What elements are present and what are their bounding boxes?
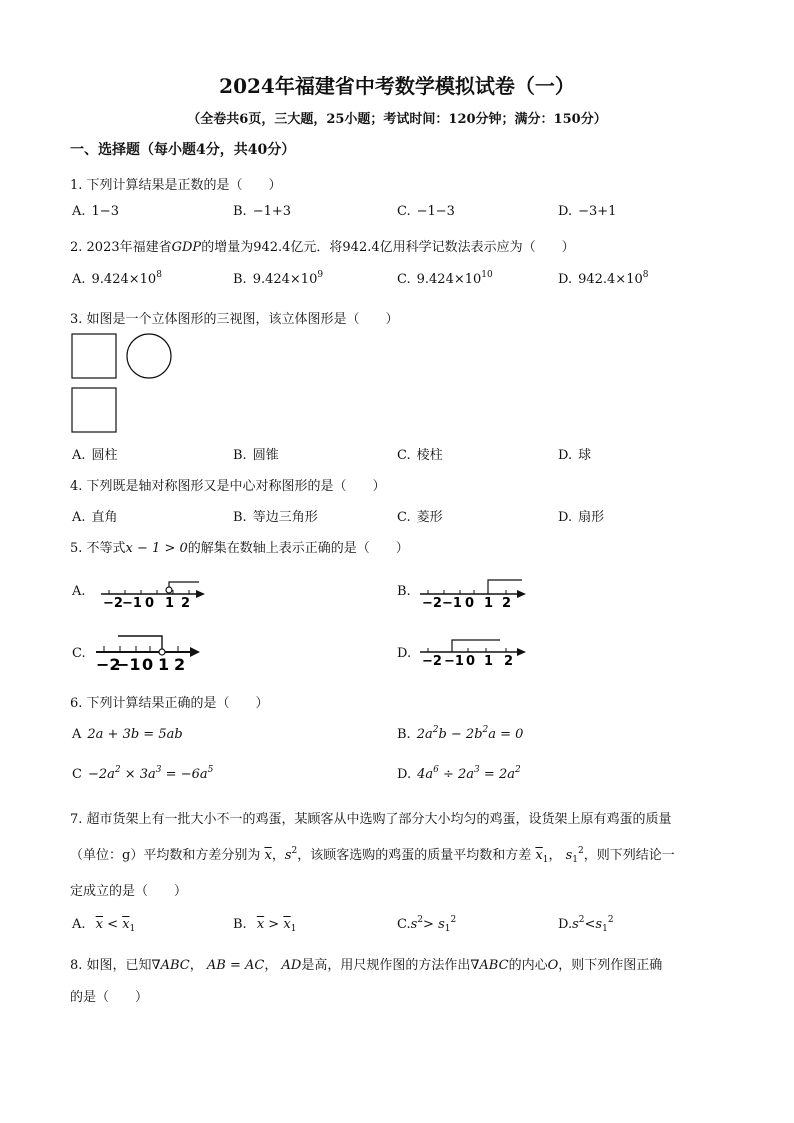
q6-option-c: $C -2a^2 \times 3a^3 = -6a^5$ bbox=[72, 765, 214, 782]
q7-option-a: A. $\overline{x} < \overline{x}_1$ bbox=[72, 917, 136, 934]
q3-option-a: A. 圆柱 bbox=[72, 448, 118, 463]
three-view-figure bbox=[70, 332, 180, 434]
svg-text:−1: −1 bbox=[442, 596, 462, 610]
q1-option-a: A. 1−3 bbox=[72, 204, 119, 219]
q4-option-a: A. 直角 bbox=[72, 510, 118, 525]
svg-text:−2: −2 bbox=[96, 655, 121, 674]
question-1-stem: 1. 下列计算结果是正数的是（ ） bbox=[70, 178, 282, 193]
svg-text:0: 0 bbox=[465, 596, 475, 610]
question-7-line-1: 7. 超市货架上有一批大小不一的鸡蛋，某顾客从中选购了部分大小均匀的鸡蛋，设货架上原有鸡蛋的质量 bbox=[70, 812, 672, 827]
svg-text:2: 2 bbox=[174, 655, 186, 674]
q1-option-d: D. −3+1 bbox=[558, 204, 617, 219]
svg-text:1: 1 bbox=[484, 654, 494, 669]
q5-option-d-label: D. bbox=[397, 646, 412, 661]
q7-option-d: $D.s^2<s_1^2$ bbox=[558, 915, 614, 934]
q1-option-b: B. −1+3 bbox=[233, 204, 292, 219]
svg-text:0: 0 bbox=[466, 654, 476, 669]
q5-option-c-label: C. bbox=[72, 646, 86, 661]
q6-option-b: B. $2a^2b - 2b^2a = 0$ bbox=[397, 725, 524, 742]
front-view-square bbox=[72, 334, 116, 378]
q6-option-a: A 2a + 3b = 5ab bbox=[72, 727, 183, 742]
q5-option-a-label: A. bbox=[72, 584, 86, 599]
question-8-line-2: 的是（ ） bbox=[70, 990, 149, 1005]
side-view-circle bbox=[127, 334, 171, 378]
section-heading: 一、选择题（每小题4分，共40分） bbox=[70, 142, 296, 158]
svg-text:1: 1 bbox=[484, 596, 494, 610]
q1-option-c: C. −1−3 bbox=[397, 204, 455, 219]
svg-text:−2: −2 bbox=[422, 654, 442, 669]
question-4-stem: 4. 下列既是轴对称图形又是中心对称图形的是（ ） bbox=[70, 479, 386, 494]
q6-option-d: D. $4a^6 \div 2a^3 = 2a^2$ bbox=[397, 765, 521, 782]
svg-text:2: 2 bbox=[502, 596, 512, 610]
q7-option-c: $C.s^2> s_1^2$ bbox=[397, 915, 457, 934]
question-7-line-2: （单位：g）平均数和方差分别为 $\overline{x}$，$s^2$，该顾客选购的鸡蛋的质量平均数和方差 $\overline{x}_1$， $s_1^2$，则下列结论一 bbox=[70, 846, 675, 865]
question-3-stem: 3. 如图是一个立体图形的三视图，该立体图形是（ ） bbox=[70, 312, 399, 327]
svg-text:−1: −1 bbox=[116, 655, 141, 674]
question-6-stem: 6. 下列计算结果正确的是（ ） bbox=[70, 696, 269, 711]
svg-text:1: 1 bbox=[165, 596, 175, 610]
q3-option-b: B. 圆锥 bbox=[233, 448, 279, 463]
q3-option-d: D. 球 bbox=[558, 448, 592, 463]
question-2-stem: 2. 2023年福建省GDP的增量为942.4亿元．将942.4亿用科学记数法表示应为（ ） bbox=[70, 240, 575, 255]
q4-option-b: B. 等边三角形 bbox=[233, 510, 318, 525]
q4-option-d: D. 扇形 bbox=[558, 510, 605, 525]
q5-number-line-d bbox=[416, 634, 531, 670]
q2-option-a: A. $9.424\times 10^8$ bbox=[72, 270, 162, 287]
q5-option-b-label: B. bbox=[397, 584, 411, 599]
q7-option-b: B. $\overline{x} > \overline{x}_1$ bbox=[233, 917, 297, 934]
q4-option-c: C. 菱形 bbox=[397, 510, 443, 525]
svg-text:0: 0 bbox=[142, 655, 154, 674]
q5-number-line-a bbox=[95, 574, 210, 610]
svg-text:2: 2 bbox=[504, 654, 514, 669]
exam-title: 2024年福建省中考数学模拟试卷（一） bbox=[219, 74, 575, 98]
svg-text:0: 0 bbox=[145, 596, 155, 610]
q2-option-d: D. $942.4\times 10^8$ bbox=[558, 270, 649, 287]
question-5-stem: 5. 不等式x − 1 > 0的解集在数轴上表示正确的是（ ） bbox=[70, 541, 409, 556]
q2-option-b: B. $9.424\times 10^9$ bbox=[233, 270, 324, 287]
question-7-line-3: 定成立的是（ ） bbox=[70, 884, 188, 899]
svg-text:1: 1 bbox=[158, 655, 170, 674]
q5-number-line-b bbox=[416, 574, 531, 610]
exam-subtitle: （全卷共6页，三大题，25小题；考试时间：120分钟；满分：150分） bbox=[187, 112, 607, 127]
svg-text:−1: −1 bbox=[122, 596, 142, 610]
svg-text:−1: −1 bbox=[444, 654, 464, 669]
svg-text:−2: −2 bbox=[422, 596, 442, 610]
q3-option-c: C. 棱柱 bbox=[397, 448, 443, 463]
top-view-square bbox=[72, 388, 116, 432]
q2-option-c: C. $9.424\times 10^{10}$ bbox=[397, 270, 493, 287]
question-8-line-1: 8. 如图，已知∇ABC， AB = AC， AD是高，用尺规作图的方法作出∇ABC的内心O，则下列作图正确 bbox=[70, 958, 663, 973]
svg-text:−2: −2 bbox=[103, 596, 123, 610]
svg-text:2: 2 bbox=[181, 596, 191, 610]
q5-number-line-c bbox=[92, 632, 207, 674]
